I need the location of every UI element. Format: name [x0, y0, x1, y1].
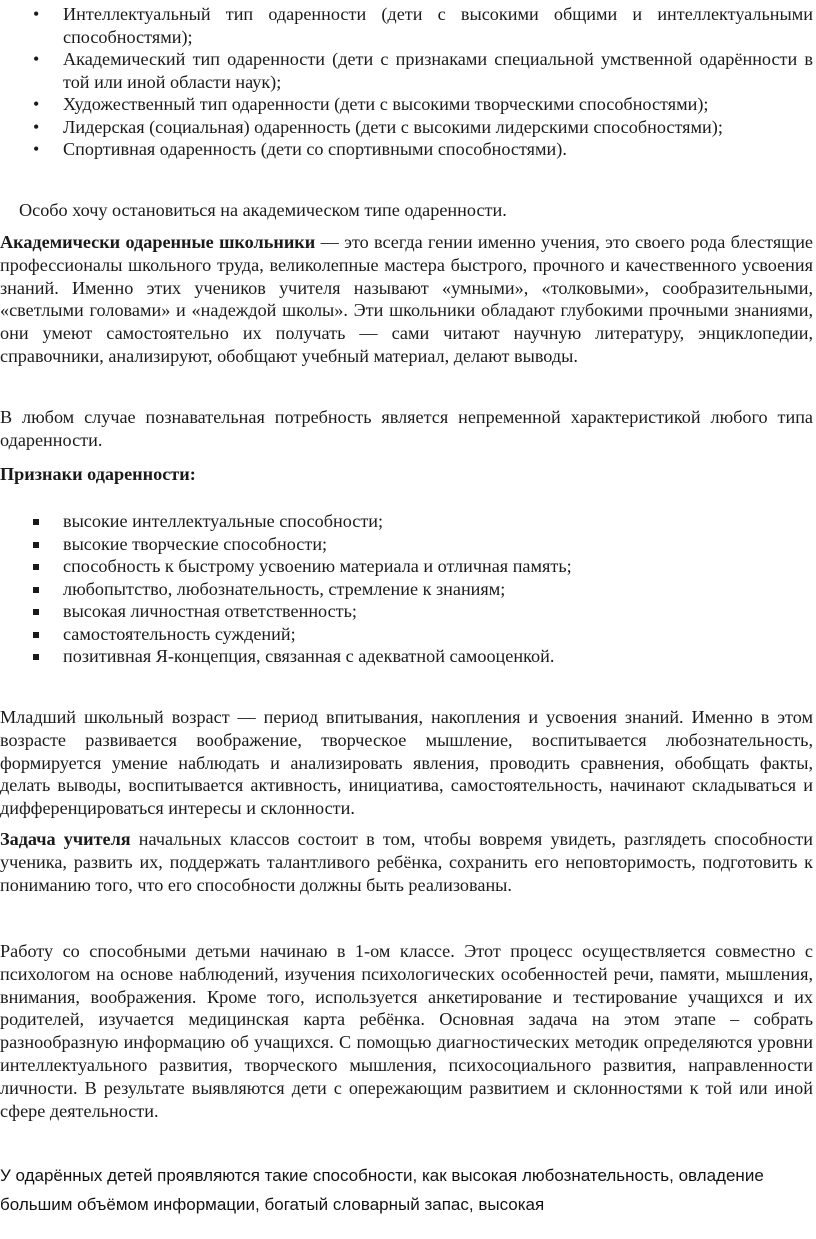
list-item: • Академический тип одаренности (дети с признаками специальной умственной одарённости в той или иной области наук); — [0, 48, 813, 93]
teacher-text: начальных классов состоит в том, чтобы вовремя увидеть, разглядеть способности ученика, развить их, поддержать талантливого ребёнка, сохранить его неповторимость, подготовить к пониманию того, что его способности должны быть реализованы. — [0, 829, 813, 895]
bullet-square-icon — [33, 632, 39, 638]
list-item: высокие творческие способности; — [0, 533, 813, 556]
work-paragraph: Работу со способными детьми начинаю в 1-ом классе. Этот процесс осуществляется совместно с психологом на основе наблюдений, изучения психологических особенностей речи, памяти, мышления, внимания, воображения. Кроме того, используется анкетирование и тестирование учащихся и их родителей, изучается медицинская карта ребёнка. Основная задача на этом этапе – собрать разнообразную информацию об учащихся. С помощью диагностических методик определяются уровни интеллектуального развития, творческого мышления, психосоциального развития, направленности личности. В результате выявляются дети с опережающим развитием и склонностями к той или иной сфере деятельности. — [0, 941, 813, 1121]
bullet-square-icon — [33, 587, 39, 593]
academic-lead: Академически одаренные школьники — [0, 232, 316, 252]
need-paragraph: В любом случае познавательная потребность является непременной характеристикой любого типа одаренности. — [0, 407, 813, 450]
teacher-lead: Задача учителя — [0, 829, 131, 849]
bullet-square-icon — [33, 542, 39, 548]
list-item: любопытство, любознательность, стремление к знаниям; — [0, 578, 813, 601]
bullet-square-icon — [33, 609, 39, 615]
signs-list — [0, 510, 813, 668]
bullet-dot-icon — [33, 48, 39, 71]
academic-text: — это всегда гении именно учения, это своего рода блестящие профессионалы школьного труда, великолепные мастера быстрого, прочного и качественного усвоения знаний. Именно этих учеников учителя называют «умными», «толковыми», сообразительными, «светлыми головами» и «надеждой школы». Эти школьники обладают глубокими прочными знаниями, они умеют самостоятельно их получать — сами читают научную литературу, энциклопедии, справочники, анализируют, обобщают учебный материал, делают выводы. — [0, 232, 814, 366]
list-item: • Спортивная одаренность (дети со спортивными способностями). — [0, 138, 813, 161]
bullet-dot-icon — [33, 116, 39, 139]
bullet-dot-icon — [33, 3, 39, 26]
academic-paragraph — [0, 231, 813, 368]
teacher-task-paragraph — [0, 828, 813, 896]
list-item: • Лидерская (социальная) одаренность (дети с высокими лидерскими способностями); — [0, 116, 813, 139]
signs-heading: Признаки одаренности: — [0, 464, 196, 484]
list-item: • Художественный тип одаренности (дети с высокими творческими способностями); — [0, 93, 813, 116]
note-paragraph: Особо хочу остановиться на академическом типе одаренности. — [19, 200, 507, 220]
bullet-square-icon — [33, 564, 39, 570]
list-item: высокая личностная ответственность; — [0, 600, 813, 623]
junior-age-paragraph: Младший школьный возраст — период впитывания, накопления и усвоения знаний. Именно в этом возрасте развивается воображение, творческое мышление, воспитывается любознательность, формируется умение наблюдать и анализировать явления, проводить сравнения, обобщать факты, делать выводы, воспитывается активность, инициатива, самостоятельность, начинают складываться и дифференцироваться интересы и склонности. — [0, 707, 813, 819]
list-item: • Интеллектуальный тип одаренности (дети с высокими общими и интеллектуальными способностями); — [0, 3, 813, 48]
giftedness-types-list — [0, 3, 813, 161]
list-item: позитивная Я-концепция, связанная с адекватной самооценкой. — [0, 645, 813, 668]
list-item: самостоятельность суждений; — [0, 623, 813, 646]
list-item: высокие интеллектуальные способности; — [0, 510, 813, 533]
list-item: способность к быстрому усвоению материала и отличная память; — [0, 555, 813, 578]
bullet-dot-icon — [33, 138, 39, 161]
gifted-abilities-paragraph: У одарённых детей проявляются такие способности, как высокая любознательность, овладение большим объёмом информации, богатый словарный запас, высокая — [0, 1166, 764, 1214]
bullet-square-icon — [33, 519, 39, 525]
bullet-square-icon — [33, 654, 39, 660]
bullet-dot-icon — [33, 93, 39, 116]
